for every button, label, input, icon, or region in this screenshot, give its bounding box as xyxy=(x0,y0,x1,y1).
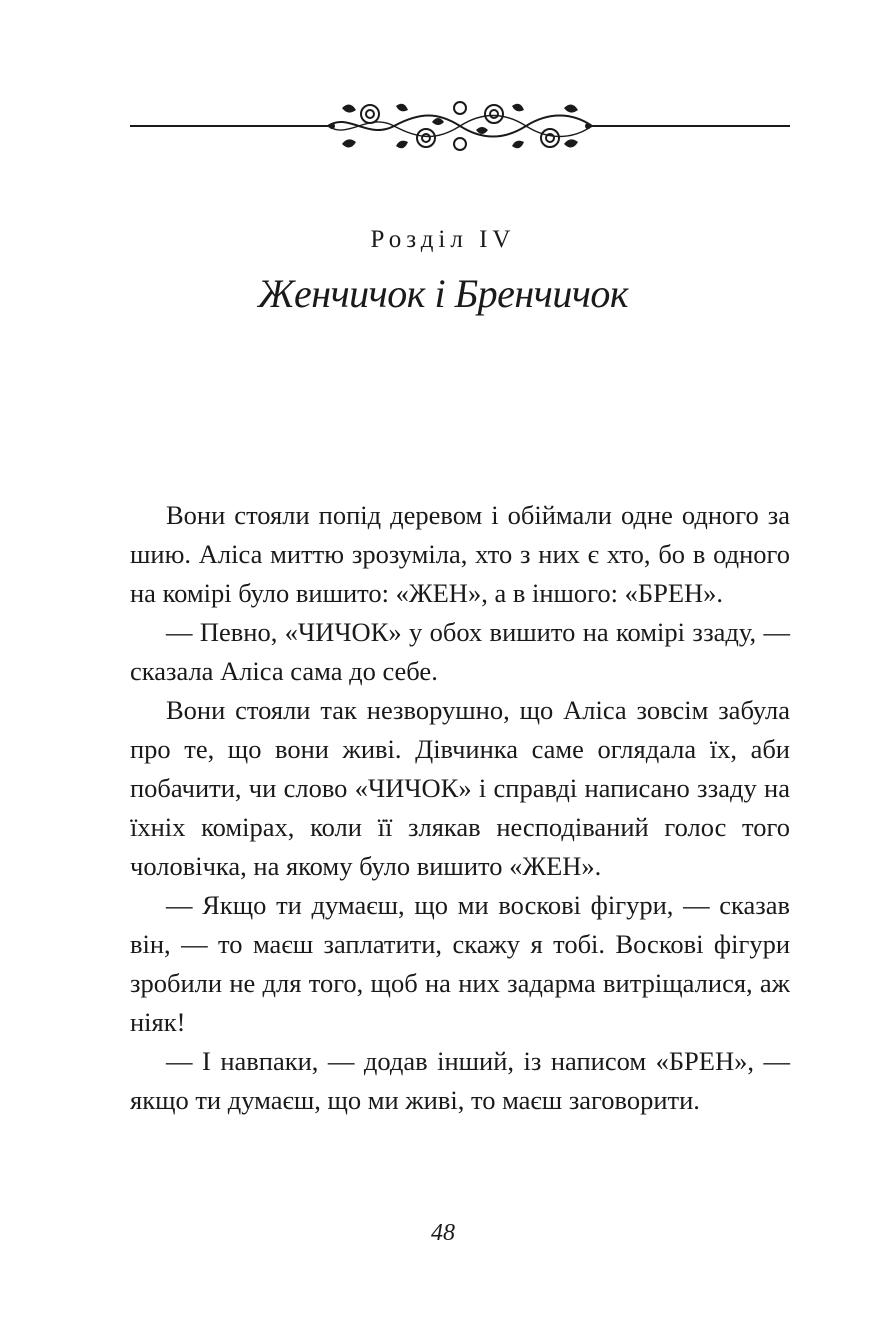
ornament-rule-right xyxy=(590,125,790,127)
paragraph: Вони стояли так незворушно, що Аліса зовсім забула про те, що вони живі. Дівчинка саме оглядала їх, аби побачити, чи слово «ЧИЧОК» і справді написано ззаду на їхніх комірах, коли її злякав несподіваний голос того чоловічка, на якому було вишито «ЖЕН». xyxy=(130,695,790,881)
paragraph: — Певно, «ЧИЧОК» у обох вишито на комірі ззаду, — сказала Аліса сама до себе. xyxy=(130,617,790,686)
chapter-body-text xyxy=(130,496,790,1120)
chapter-ornament-band xyxy=(130,94,790,158)
chapter-title: Женчичок і Бренчичок xyxy=(257,271,629,316)
page-number: 48 xyxy=(431,1220,455,1246)
floral-vine-ornament-icon xyxy=(328,94,592,158)
ornament-rule-left xyxy=(130,125,330,127)
chapter-label: Розділ IV xyxy=(370,226,516,253)
paragraph: — Якщо ти думаєш, що ми воскові фігури, — сказав він, — то маєш заплатити, скажу я тобі. Воскові фігури зробили не для того, щоб на них задарма витріщалися, аж ніяк! xyxy=(130,890,790,1037)
paragraph: Вони стояли попід деревом і обіймали одне одного за шию. Аліса миттю зрозуміла, хто з них є хто, бо в одного на комірі було вишито: «ЖЕН», а в іншого: «БРЕН». xyxy=(130,500,790,608)
paragraph: — І навпаки, — додав інший, із написом «БРЕН», — якщо ти думаєш, що ми живі, то маєш заговорити. xyxy=(130,1046,790,1115)
